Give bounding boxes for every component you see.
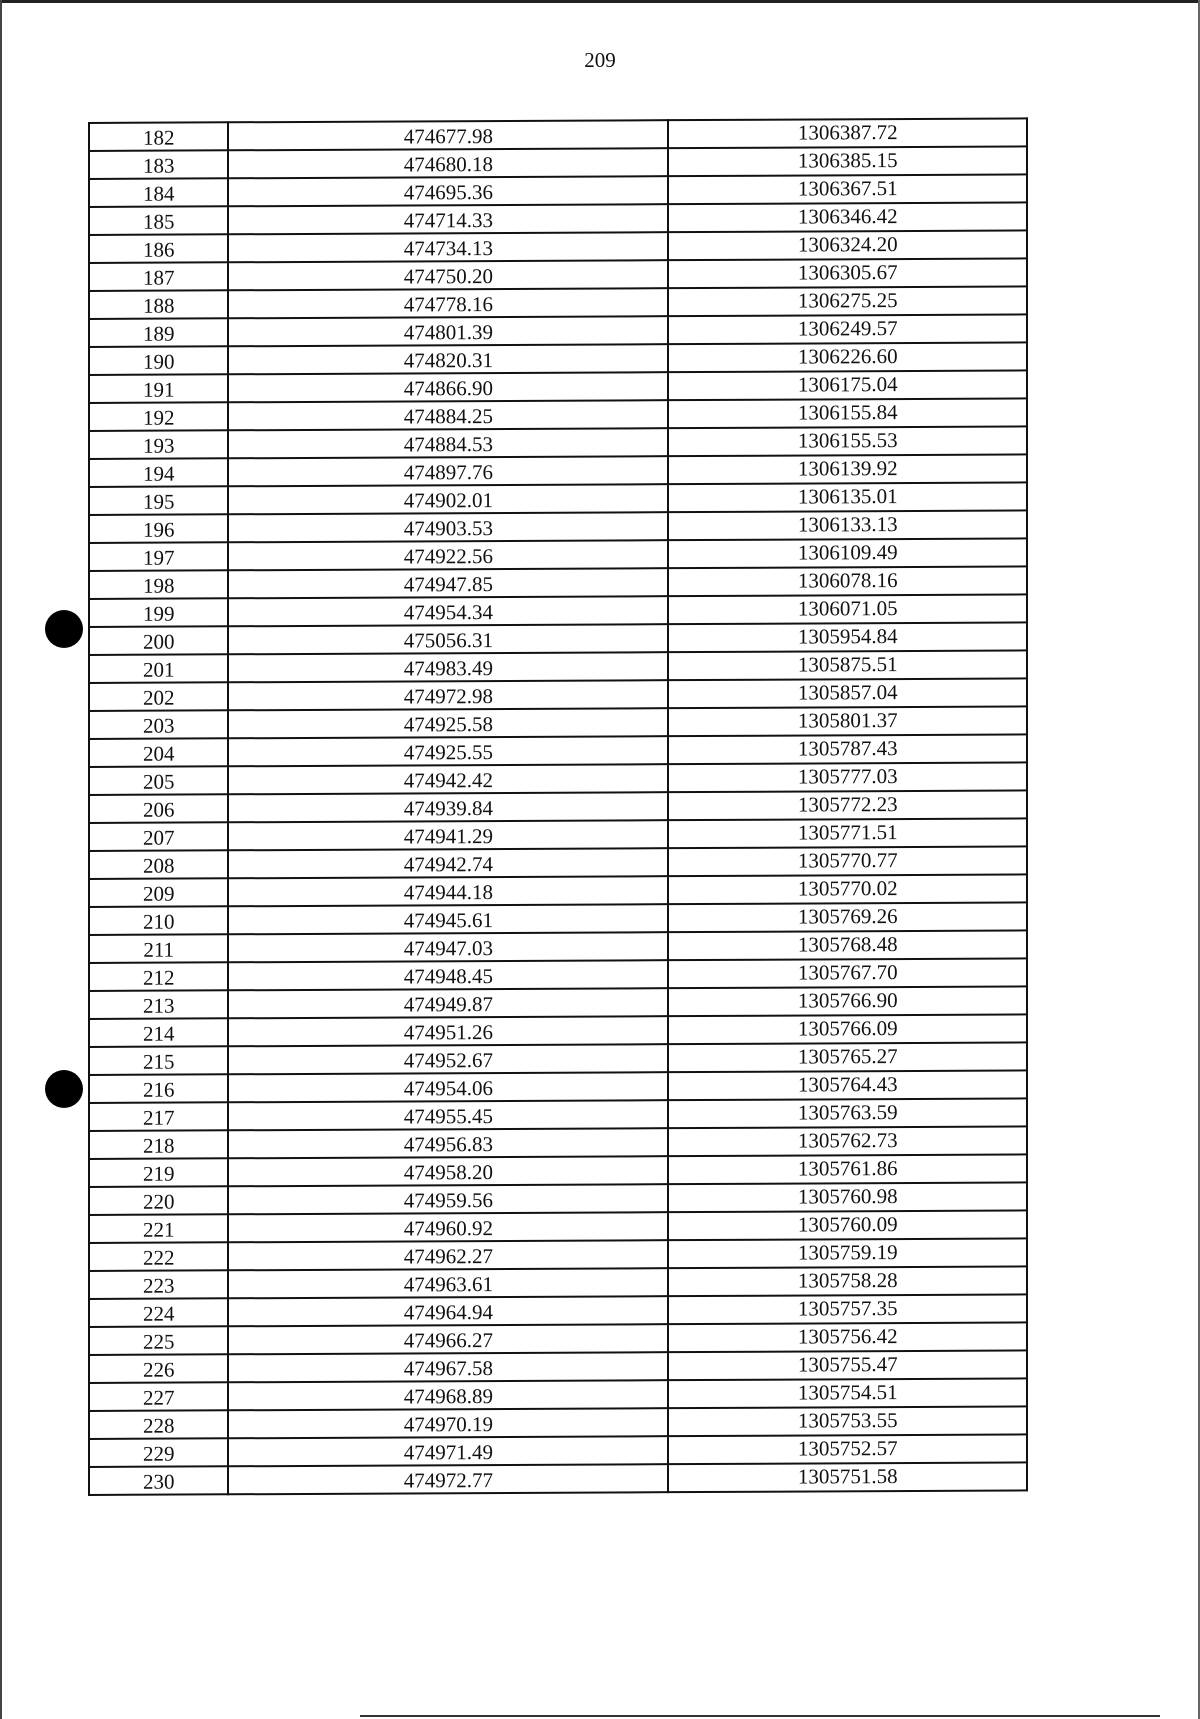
y-coordinate-cell: 1305770.02 xyxy=(668,874,1027,904)
point-number-cell: 227 xyxy=(89,1382,228,1411)
y-coordinate-cell: 1305752.57 xyxy=(668,1434,1027,1464)
point-number-cell: 212 xyxy=(89,962,228,991)
page-frame-top xyxy=(0,0,1200,3)
y-coordinate-cell: 1305751.58 xyxy=(668,1462,1027,1492)
point-number-cell: 187 xyxy=(89,262,228,291)
point-number-cell: 189 xyxy=(89,318,228,347)
table-row xyxy=(89,1434,1027,1467)
y-coordinate-cell: 1306249.57 xyxy=(668,314,1027,344)
table-row xyxy=(89,678,1027,711)
y-coordinate-cell: 1305771.51 xyxy=(668,818,1027,848)
x-coordinate-cell: 474972.77 xyxy=(228,1464,668,1494)
y-coordinate-cell: 1306155.53 xyxy=(668,426,1027,456)
table-row xyxy=(89,146,1027,179)
table-row xyxy=(89,538,1027,571)
y-coordinate-cell: 1306139.92 xyxy=(668,454,1027,484)
table-row xyxy=(89,846,1027,879)
table-row xyxy=(89,1462,1027,1495)
x-coordinate-cell: 474941.29 xyxy=(228,820,668,850)
point-number-cell: 218 xyxy=(89,1130,228,1159)
x-coordinate-cell: 474983.49 xyxy=(228,652,668,682)
point-number-cell: 193 xyxy=(89,430,228,459)
point-number-cell: 219 xyxy=(89,1158,228,1187)
coordinate-table-body xyxy=(89,118,1027,1495)
y-coordinate-cell: 1306175.04 xyxy=(668,370,1027,400)
page-frame-left xyxy=(0,0,2,1719)
y-coordinate-cell: 1305768.48 xyxy=(668,930,1027,960)
point-number-cell: 221 xyxy=(89,1214,228,1243)
table-row xyxy=(89,286,1027,319)
point-number-cell: 197 xyxy=(89,542,228,571)
point-number-cell: 229 xyxy=(89,1438,228,1467)
y-coordinate-cell: 1305769.26 xyxy=(668,902,1027,932)
x-coordinate-cell: 474947.03 xyxy=(228,932,668,962)
x-coordinate-cell: 474922.56 xyxy=(228,540,668,570)
table-row xyxy=(89,202,1027,235)
table-row xyxy=(89,790,1027,823)
y-coordinate-cell: 1305954.84 xyxy=(668,622,1027,652)
table-row xyxy=(89,594,1027,627)
x-coordinate-cell: 474942.42 xyxy=(228,764,668,794)
point-number-cell: 208 xyxy=(89,850,228,879)
table-row xyxy=(89,1070,1027,1103)
y-coordinate-cell: 1305760.98 xyxy=(668,1182,1027,1212)
point-number-cell: 209 xyxy=(89,878,228,907)
table-row xyxy=(89,1238,1027,1271)
point-number-cell: 224 xyxy=(89,1298,228,1327)
point-number-cell: 213 xyxy=(89,990,228,1019)
table-row xyxy=(89,342,1027,375)
point-number-cell: 199 xyxy=(89,598,228,627)
table-row xyxy=(89,734,1027,767)
y-coordinate-cell: 1306135.01 xyxy=(668,482,1027,512)
x-coordinate-cell: 474962.27 xyxy=(228,1240,668,1270)
y-coordinate-cell: 1305757.35 xyxy=(668,1294,1027,1324)
x-coordinate-cell: 474967.58 xyxy=(228,1352,668,1382)
point-number-cell: 223 xyxy=(89,1270,228,1299)
point-number-cell: 222 xyxy=(89,1242,228,1271)
x-coordinate-cell: 474958.20 xyxy=(228,1156,668,1186)
table-row xyxy=(89,1182,1027,1215)
point-number-cell: 184 xyxy=(89,178,228,207)
point-number-cell: 214 xyxy=(89,1018,228,1047)
punch-hole xyxy=(45,610,83,648)
y-coordinate-cell: 1305760.09 xyxy=(668,1210,1027,1240)
y-coordinate-cell: 1305772.23 xyxy=(668,790,1027,820)
y-coordinate-cell: 1306133.13 xyxy=(668,510,1027,540)
table-row xyxy=(89,230,1027,263)
table-row xyxy=(89,482,1027,515)
table-row xyxy=(89,1294,1027,1327)
table-row xyxy=(89,706,1027,739)
x-coordinate-cell: 474820.31 xyxy=(228,344,668,374)
x-coordinate-cell: 475056.31 xyxy=(228,624,668,654)
x-coordinate-cell: 474866.90 xyxy=(228,372,668,402)
y-coordinate-cell: 1306387.72 xyxy=(668,118,1027,148)
table-row xyxy=(89,398,1027,431)
x-coordinate-cell: 474971.49 xyxy=(228,1436,668,1466)
y-coordinate-cell: 1306367.51 xyxy=(668,174,1027,204)
x-coordinate-cell: 474680.18 xyxy=(228,148,668,178)
y-coordinate-cell: 1306346.42 xyxy=(668,202,1027,232)
table-row xyxy=(89,1210,1027,1243)
table-row xyxy=(89,118,1027,151)
x-coordinate-cell: 474954.34 xyxy=(228,596,668,626)
y-coordinate-cell: 1306324.20 xyxy=(668,230,1027,260)
page-frame-bottom xyxy=(360,1715,1160,1717)
coordinate-table xyxy=(88,117,1028,1496)
y-coordinate-cell: 1306078.16 xyxy=(668,566,1027,596)
table-row xyxy=(89,1014,1027,1047)
table-row xyxy=(89,762,1027,795)
table-row xyxy=(89,1266,1027,1299)
x-coordinate-cell: 474903.53 xyxy=(228,512,668,542)
point-number-cell: 205 xyxy=(89,766,228,795)
table-row xyxy=(89,1154,1027,1187)
x-coordinate-cell: 474714.33 xyxy=(228,204,668,234)
point-number-cell: 206 xyxy=(89,794,228,823)
x-coordinate-cell: 474952.67 xyxy=(228,1044,668,1074)
table-row xyxy=(89,370,1027,403)
point-number-cell: 190 xyxy=(89,346,228,375)
table-row xyxy=(89,650,1027,683)
y-coordinate-cell: 1305759.19 xyxy=(668,1238,1027,1268)
y-coordinate-cell: 1305763.59 xyxy=(668,1098,1027,1128)
table-row xyxy=(89,1350,1027,1383)
point-number-cell: 225 xyxy=(89,1326,228,1355)
point-number-cell: 183 xyxy=(89,150,228,179)
table-row xyxy=(89,174,1027,207)
table-row xyxy=(89,986,1027,1019)
y-coordinate-cell: 1305875.51 xyxy=(668,650,1027,680)
x-coordinate-cell: 474954.06 xyxy=(228,1072,668,1102)
y-coordinate-cell: 1305767.70 xyxy=(668,958,1027,988)
x-coordinate-cell: 474956.83 xyxy=(228,1128,668,1158)
x-coordinate-cell: 474959.56 xyxy=(228,1184,668,1214)
x-coordinate-cell: 474972.98 xyxy=(228,680,668,710)
y-coordinate-cell: 1306275.25 xyxy=(668,286,1027,316)
y-coordinate-cell: 1306385.15 xyxy=(668,146,1027,176)
x-coordinate-cell: 474960.92 xyxy=(228,1212,668,1242)
x-coordinate-cell: 474884.53 xyxy=(228,428,668,458)
x-coordinate-cell: 474695.36 xyxy=(228,176,668,206)
point-number-cell: 230 xyxy=(89,1466,228,1495)
x-coordinate-cell: 474968.89 xyxy=(228,1380,668,1410)
table-row xyxy=(89,314,1027,347)
table-row xyxy=(89,930,1027,963)
point-number-cell: 194 xyxy=(89,458,228,487)
y-coordinate-cell: 1305766.90 xyxy=(668,986,1027,1016)
y-coordinate-cell: 1305754.51 xyxy=(668,1378,1027,1408)
table-row xyxy=(89,1378,1027,1411)
point-number-cell: 200 xyxy=(89,626,228,655)
point-number-cell: 182 xyxy=(89,122,228,151)
x-coordinate-cell: 474884.25 xyxy=(228,400,668,430)
point-number-cell: 202 xyxy=(89,682,228,711)
table-row xyxy=(89,874,1027,907)
point-number-cell: 217 xyxy=(89,1102,228,1131)
table-row xyxy=(89,454,1027,487)
table-row xyxy=(89,510,1027,543)
y-coordinate-cell: 1305761.86 xyxy=(668,1154,1027,1184)
y-coordinate-cell: 1305758.28 xyxy=(668,1266,1027,1296)
point-number-cell: 203 xyxy=(89,710,228,739)
x-coordinate-cell: 474939.84 xyxy=(228,792,668,822)
table-row xyxy=(89,566,1027,599)
x-coordinate-cell: 474902.01 xyxy=(228,484,668,514)
point-number-cell: 220 xyxy=(89,1186,228,1215)
x-coordinate-cell: 474750.20 xyxy=(228,260,668,290)
x-coordinate-cell: 474897.76 xyxy=(228,456,668,486)
x-coordinate-cell: 474801.39 xyxy=(228,316,668,346)
point-number-cell: 215 xyxy=(89,1046,228,1075)
y-coordinate-cell: 1305787.43 xyxy=(668,734,1027,764)
point-number-cell: 192 xyxy=(89,402,228,431)
y-coordinate-cell: 1305770.77 xyxy=(668,846,1027,876)
point-number-cell: 185 xyxy=(89,206,228,235)
table-row xyxy=(89,1098,1027,1131)
point-number-cell: 204 xyxy=(89,738,228,767)
x-coordinate-cell: 474970.19 xyxy=(228,1408,668,1438)
page-number: 209 xyxy=(584,48,616,72)
x-coordinate-cell: 474951.26 xyxy=(228,1016,668,1046)
x-coordinate-cell: 474944.18 xyxy=(228,876,668,906)
x-coordinate-cell: 474947.85 xyxy=(228,568,668,598)
point-number-cell: 198 xyxy=(89,570,228,599)
table-row xyxy=(89,1322,1027,1355)
point-number-cell: 210 xyxy=(89,906,228,935)
y-coordinate-cell: 1305756.42 xyxy=(668,1322,1027,1352)
y-coordinate-cell: 1306071.05 xyxy=(668,594,1027,624)
y-coordinate-cell: 1305766.09 xyxy=(668,1014,1027,1044)
table-row xyxy=(89,902,1027,935)
x-coordinate-cell: 474677.98 xyxy=(228,120,668,150)
y-coordinate-cell: 1305762.73 xyxy=(668,1126,1027,1156)
y-coordinate-cell: 1305765.27 xyxy=(668,1042,1027,1072)
point-number-cell: 191 xyxy=(89,374,228,403)
x-coordinate-cell: 474966.27 xyxy=(228,1324,668,1354)
y-coordinate-cell: 1306155.84 xyxy=(668,398,1027,428)
x-coordinate-cell: 474964.94 xyxy=(228,1296,668,1326)
point-number-cell: 201 xyxy=(89,654,228,683)
y-coordinate-cell: 1305753.55 xyxy=(668,1406,1027,1436)
table-row xyxy=(89,426,1027,459)
table-row xyxy=(89,1406,1027,1439)
x-coordinate-cell: 474963.61 xyxy=(228,1268,668,1298)
y-coordinate-cell: 1305777.03 xyxy=(668,762,1027,792)
x-coordinate-cell: 474778.16 xyxy=(228,288,668,318)
table-row xyxy=(89,622,1027,655)
point-number-cell: 196 xyxy=(89,514,228,543)
point-number-cell: 211 xyxy=(89,934,228,963)
table-row xyxy=(89,1042,1027,1075)
punch-hole xyxy=(45,1070,83,1108)
table-row xyxy=(89,958,1027,991)
y-coordinate-cell: 1306305.67 xyxy=(668,258,1027,288)
y-coordinate-cell: 1305764.43 xyxy=(668,1070,1027,1100)
y-coordinate-cell: 1306226.60 xyxy=(668,342,1027,372)
point-number-cell: 195 xyxy=(89,486,228,515)
y-coordinate-cell: 1305755.47 xyxy=(668,1350,1027,1380)
x-coordinate-cell: 474925.58 xyxy=(228,708,668,738)
table-row xyxy=(89,1126,1027,1159)
x-coordinate-cell: 474945.61 xyxy=(228,904,668,934)
point-number-cell: 216 xyxy=(89,1074,228,1103)
y-coordinate-cell: 1306109.49 xyxy=(668,538,1027,568)
point-number-cell: 188 xyxy=(89,290,228,319)
table-row xyxy=(89,258,1027,291)
y-coordinate-cell: 1305801.37 xyxy=(668,706,1027,736)
table-row xyxy=(89,818,1027,851)
x-coordinate-cell: 474955.45 xyxy=(228,1100,668,1130)
point-number-cell: 228 xyxy=(89,1410,228,1439)
point-number-cell: 226 xyxy=(89,1354,228,1383)
y-coordinate-cell: 1305857.04 xyxy=(668,678,1027,708)
x-coordinate-cell: 474942.74 xyxy=(228,848,668,878)
x-coordinate-cell: 474949.87 xyxy=(228,988,668,1018)
point-number-cell: 207 xyxy=(89,822,228,851)
point-number-cell: 186 xyxy=(89,234,228,263)
x-coordinate-cell: 474948.45 xyxy=(228,960,668,990)
x-coordinate-cell: 474925.55 xyxy=(228,736,668,766)
x-coordinate-cell: 474734.13 xyxy=(228,232,668,262)
